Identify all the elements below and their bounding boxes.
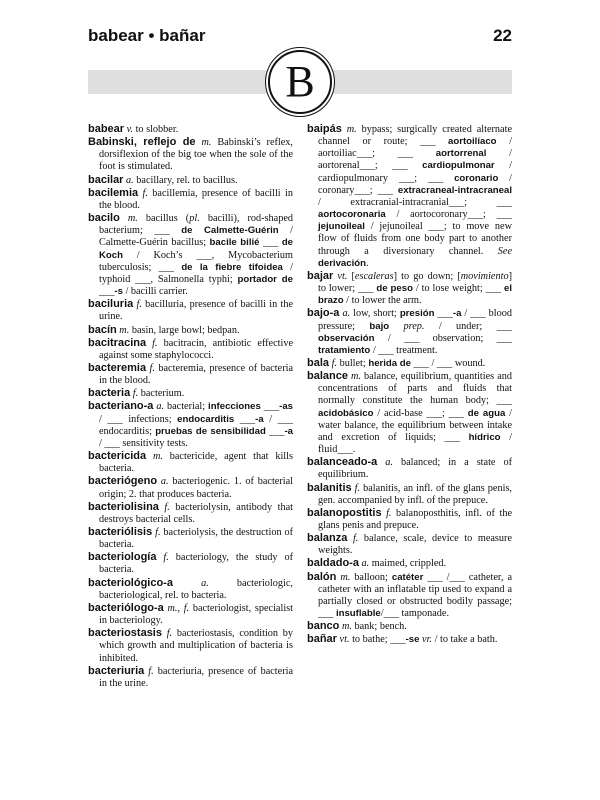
dictionary-entry: [307, 571, 512, 621]
dictionary-entry: [307, 532, 512, 557]
dictionary-entry: [307, 633, 512, 646]
entry-definition: m. balloon; catéter ___ /___ catheter, a catheter with an inflatable tip used to expand a partially closed or obstructed bodily passage; ___ insuflable/___ tamponade.: [318, 571, 512, 620]
entry-headword: bacteriología: [88, 551, 157, 564]
dictionary-entry: [88, 501, 293, 526]
entry-definition: m. bactericide, agent that kills bacteria.: [99, 451, 293, 475]
entry-definition: m. basin, large bowl; bedpan.: [119, 324, 240, 336]
entry-headword: balance: [307, 370, 348, 383]
entry-headword: bacteriuria: [88, 664, 145, 677]
dictionary-entry: [88, 298, 293, 323]
entry-headword: balanopostitis: [307, 506, 382, 519]
entry-headword: bacteriológico-a: [88, 576, 173, 589]
entry-headword: bala: [307, 356, 330, 369]
dictionary-entry: [88, 174, 293, 187]
entry-definition: m. bypass; surgically created alternate channel or route; ___ aortoilíaco / aortoiliac___; ___ aortorrenal / aortorenal___; ___ cardiopulmonar / cardiopulmonary ___; ___ coronario / coronary___; ___ extracraneal-intracraneal / extracranial-intracranial___; ___ aortocoronaria / aortocoronary___; ___ jejunoileal / jejunoileal ___; to move new flow of fluids from one body part to another through a diversionary channel. See derivación.: [318, 124, 513, 269]
entry-definition: a. bacillary, rel. to bacillus.: [126, 174, 238, 186]
dictionary-entry: [88, 450, 293, 475]
dictionary-entry: [307, 270, 512, 307]
dictionary-entry: [88, 337, 293, 362]
entry-headword: bacteriólogo-a: [88, 601, 164, 614]
dictionary-entry: [88, 387, 293, 400]
entry-definition: vt. [escaleras] to go down; [movimiento] to lower; ___ de peso / to lose weight; ___ el brazo / to lower the arm.: [318, 270, 512, 307]
dictionary-entry: [307, 307, 512, 357]
entry-headword: bacilo: [88, 212, 120, 225]
entry-headword: bacteriolisina: [88, 500, 159, 513]
entry-definition: f. bacitracin, antibiotic effective against some staphylococci.: [99, 337, 294, 361]
entry-definition: m. bank; bench.: [341, 621, 407, 633]
entry-headword: balón: [307, 570, 337, 583]
entry-definition: f. bacteriuria, presence of bacteria in the urine.: [99, 665, 294, 689]
entry-definition: a. balanced; in a state of equilibrium.: [318, 457, 512, 481]
dictionary-entry: [307, 370, 512, 456]
dictionary-entry: [88, 362, 293, 387]
section-letter: B: [285, 57, 315, 106]
dictionary-entry: [88, 400, 293, 450]
dictionary-entry: [88, 136, 293, 173]
dictionary-entry: [307, 123, 512, 270]
entry-headword: bacteria: [88, 387, 131, 400]
dictionary-entry: [88, 212, 293, 298]
dictionary-entry: [88, 475, 293, 500]
entry-headword: banco: [307, 620, 340, 633]
entry-headword: balanceado-a: [307, 456, 378, 469]
entry-headword: bajar: [307, 269, 334, 282]
entry-headword: Babinski, reflejo de: [88, 136, 196, 149]
entry-definition: f. bacteriolysin, antibody that destroys bacterial cells.: [99, 501, 294, 525]
dictionary-entry: [88, 187, 293, 212]
dictionary-entry: [307, 507, 512, 532]
entry-definition: a. bacteriogenic. 1. of bacterial origin; 2. that produces bacteria.: [99, 476, 293, 500]
dictionary-entry: [88, 602, 293, 627]
entry-definition: m. Babinski’s reflex, dorsiflexion of the big toe when the sole of the foot is stimulated.: [99, 137, 293, 173]
dictionary-column-right: [307, 123, 512, 690]
entry-definition: f. bacterium.: [132, 388, 185, 400]
entry-definition: f. balanitis, an infl. of the glans penis, gen. accompanied by infl. of the prepuce.: [318, 482, 512, 506]
entry-headword: balanitis: [307, 481, 352, 494]
dictionary-entry: [88, 526, 293, 551]
entry-headword: baldado-a: [307, 557, 359, 570]
dictionary-entry: [88, 627, 293, 664]
entry-definition: f. bacilluria, presence of bacilli in the urine.: [99, 299, 294, 323]
entry-definition: f. bacteriolysis, the destruction of bacteria.: [99, 527, 294, 551]
entry-definition: f. balance, scale, device to measure weights.: [318, 533, 512, 557]
entry-headword: bacteriano-a: [88, 400, 154, 413]
entry-headword: bacilar: [88, 173, 124, 186]
entry-headword: babear: [88, 123, 125, 135]
entry-headword: bactericida: [88, 450, 147, 463]
entry-definition: a. maimed, crippled.: [361, 558, 447, 570]
entry-definition: a. bacteriologic, bacteriological, rel. to bacteria.: [99, 577, 293, 601]
entry-headword: bajo-a: [307, 307, 340, 320]
entry-definition: a. bacterial; infecciones ___-as / ___ infections; endocarditis ___-a / ___ endocarditis; pruebas de sensibilidad ___-a / ___ sensitivity tests.: [99, 401, 294, 449]
entry-definition: f. bacteremia, presence of bacteria in the blood.: [99, 362, 294, 387]
entry-definition: f. balanoposthitis, infl. of the glans penis and prepuce.: [318, 507, 512, 531]
dictionary-entry: [307, 456, 512, 481]
entry-definition: f. bacteriostasis, condition by which growth and multiplication of bacteria is inhibited.: [99, 628, 294, 664]
section-letter-badge: [268, 50, 332, 114]
dictionary-entry: [88, 551, 293, 576]
entry-definition: m., f. bacteriologist, specialist in bacteriology.: [99, 602, 294, 627]
dictionary-entry: [307, 482, 512, 507]
entry-headword: bacín: [88, 323, 117, 336]
entry-definition: f. bacillemia, presence of bacilli in the blood.: [99, 187, 293, 211]
entry-headword: bacteriostasis: [88, 627, 162, 640]
dictionary-entry: [307, 620, 512, 633]
entry-definition: f. bacteriology, the study of bacteria.: [99, 552, 294, 576]
entry-headword: bacilemia: [88, 186, 139, 199]
dictionary-entry: [88, 665, 293, 690]
entry-definition: a. low, short; presión ___-a / ___ blood pressure; bajo prep. / under; ___ observación / ___ observation; ___ tratamiento / ___ treatment.: [318, 308, 513, 356]
dictionary-entry: [307, 357, 512, 370]
dictionary-entry: [88, 577, 293, 602]
entry-definition: vt. to bathe; ___-se vr. / to take a bath.: [339, 634, 498, 646]
entry-headword: balanza: [307, 532, 348, 545]
entry-headword: bañar: [307, 633, 337, 646]
entry-headword: bacteriógeno: [88, 475, 158, 488]
running-head-guide-words: babear • bañar: [88, 26, 206, 45]
entry-definition: f. bullet; herida de ___ / ___ wound.: [331, 357, 486, 369]
entry-headword: bacteremia: [88, 361, 147, 374]
entry-headword: baipás: [307, 123, 342, 135]
page-number: 22: [493, 26, 512, 45]
dictionary-columns: [88, 123, 512, 690]
entry-definition: m. bacillus (pl. bacilli), rod-shaped bacterium; ___ de Calmette-Guérin / Calmette-Guérin bacillus; bacile bilié ___ de Koch / Koch’s ___, Mycobacterium tuberculosis; ___ de la fiebre tifoidea / typhoid ___, Salmonella typhi; portador de ___-s / bacilli carrier.: [99, 213, 294, 298]
entry-headword: bacitracina: [88, 336, 147, 349]
running-header: [88, 26, 512, 48]
entry-headword: baciluria: [88, 298, 134, 311]
dictionary-column-left: [88, 123, 293, 690]
dictionary-entry: [88, 324, 293, 337]
entry-definition: v. to slobber.: [126, 124, 179, 135]
entry-headword: bacteriólisis: [88, 526, 153, 538]
entry-definition: m. balance, equilibrium, quantities and concentrations of parts and fluids that normally constitute the human body; ___ acidobásico / acid-base ___; ___ de agua / water balance, the equilibrium between intake and excretion of liquids; ___ hídrico / fluid___.: [318, 371, 512, 456]
dictionary-entry: [88, 123, 293, 136]
dictionary-entry: [307, 557, 512, 570]
